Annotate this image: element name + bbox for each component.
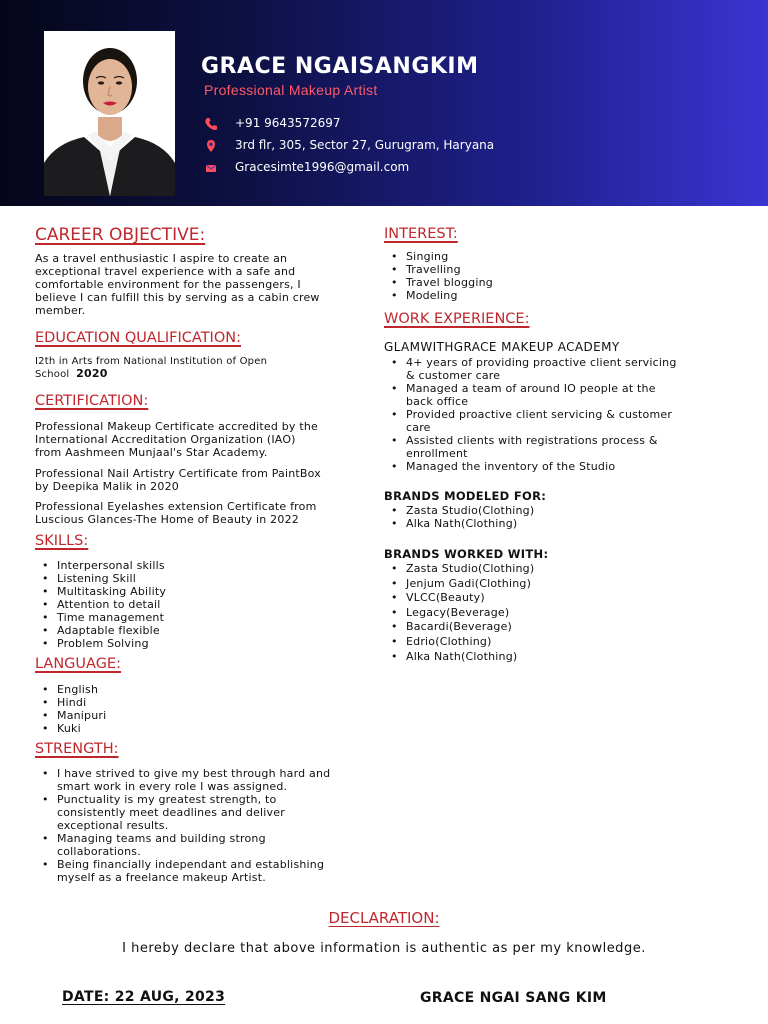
work-line: • Assisted clients with registrations process & [406,434,658,447]
list-item: • Bacardi(Beverage) [384,620,534,635]
location-pin-icon [204,138,218,152]
education-text [35,356,267,381]
objective-line: member. [35,304,86,317]
skills-list [35,559,166,650]
list-item [35,832,330,858]
work-experience-section [384,311,529,327]
list-item: • English [35,683,106,696]
objective-line: As a travel enthusiastic I aspire to create an [35,252,288,265]
list-item: • Kuki [35,722,106,735]
list-item [384,382,677,408]
career-objective-title: CAREER OBJECTIVE: [35,225,206,245]
list-item: • Hindi [35,696,106,709]
career-objective-section [35,225,205,245]
contact-phone [204,114,341,132]
certification-title: CERTIFICATION: [35,393,149,409]
strength-line: • Managing teams and building strong [57,832,266,845]
list-item: • Manipuri [35,709,106,722]
email-text[interactable]: Gracesimte1996@gmail.com [235,160,410,174]
strength-line: consistently meet deadlines and deliver [57,806,285,819]
list-item: • Modeling [384,289,493,302]
certification-line: Professional Makeup Certificate accredited by the [35,420,318,433]
interest-title: INTEREST: [384,226,458,242]
education-line: I2th in Arts from National Institution of Open [35,356,268,367]
list-item [35,858,330,884]
list-item: • Alka Nath(Clothing) [384,650,534,665]
work-line: • Provided proactive client servicing & customer [406,408,673,421]
certification-line: by Deepika Malik in 2020 [35,480,179,493]
list-item: • Jenjum Gadi(Clothing) [384,577,534,592]
certification-section [35,393,148,409]
work-line: care [406,421,431,434]
strength-line: • Being financially independant and establishing [57,858,325,871]
work-line: back office [406,395,469,408]
strength-line: • Punctuality is my greatest strength, to [57,793,277,806]
certification-line: from Aashmeen Munjaal's Star Academy. [35,446,268,459]
list-item: • Travelling [384,263,493,276]
brands-modeled-title: BRANDS MODELED FOR: [384,489,547,503]
strength-line: myself as a freelance makeup Artist. [57,871,266,884]
certification-item [35,467,321,493]
language-section [35,656,121,672]
profile-photo [44,31,175,196]
brands-worked-list [384,562,534,664]
certification-line: Professional Eyelashes extension Certificate from [35,500,317,513]
objective-line: exceptional travel experience with a safe and [35,265,296,278]
brands-worked-title: BRANDS WORKED WITH: [384,547,549,561]
list-item: • Interpersonal skills [35,559,166,572]
objective-line: comfortable environment for the passengers, I [35,278,301,291]
work-line: & customer care [406,369,501,382]
candidate-role: Professional Makeup Artist [204,82,378,98]
list-item: • Problem Solving [35,637,166,650]
work-list [384,356,677,473]
certification-line: Luscious Glances-The Home of Beauty in 2022 [35,513,299,526]
list-item [384,434,677,460]
language-title: LANGUAGE: [35,656,121,672]
list-item [384,460,677,473]
skills-section [35,533,88,549]
list-item: • Listening Skill [35,572,166,585]
list-item: • Time management [35,611,166,624]
language-list [35,683,106,735]
objective-line: believe I can fulfill this by serving as a cabin crew [35,291,320,304]
phone-text[interactable]: +91 9643572697 [235,116,341,130]
education-line: School [35,369,70,380]
signature-name: GRACE NGAI SANG KIM [420,990,607,1006]
declaration-section [0,908,768,927]
contact-address [204,136,494,154]
education-year: 2020 [76,367,108,380]
list-item [35,793,330,832]
contact-email [204,158,409,176]
strength-list [35,767,330,884]
interest-section [384,226,458,242]
strength-section [35,741,119,757]
certification-line: Professional Nail Artistry Certificate from PaintBox [35,467,321,480]
list-item: • Singing [384,250,493,263]
email-icon [204,160,218,174]
list-item [384,408,677,434]
candidate-name: GRACE NGAISANGKIM [201,54,479,79]
work-line: enrollment [406,447,468,460]
strength-line: exceptional results. [57,819,169,832]
work-line: • 4+ years of providing proactive client servicing [406,356,677,369]
career-objective-text [35,252,320,317]
address-text: 3rd flr, 305, Sector 27, Gurugram, Haryana [235,138,495,152]
list-item: • Multitasking Ability [35,585,166,598]
list-item: • Alka Nath(Clothing) [384,517,534,530]
list-item: • Zasta Studio(Clothing) [384,504,534,517]
work-line: • Managed the inventory of the Studio [406,460,616,473]
list-item: • Travel blogging [384,276,493,289]
list-item [384,356,677,382]
certification-line: International Accreditation Organization (IAO) [35,433,296,446]
declaration-text: I hereby declare that above information is authentic as per my knowledge. [122,941,646,956]
certification-item [35,500,316,526]
list-item [35,767,330,793]
strength-line: smart work in every role I was assigned. [57,780,288,793]
company-name: GLAMWITHGRACE MAKEUP ACADEMY [384,340,620,354]
list-item: • Adaptable flexible [35,624,166,637]
work-experience-title: WORK EXPERIENCE: [384,311,530,327]
phone-icon [204,116,218,130]
strength-title: STRENGTH: [35,741,119,757]
list-item: • Attention to detail [35,598,166,611]
certification-item [35,420,318,459]
list-item: • Legacy(Beverage) [384,606,534,621]
list-item: • Zasta Studio(Clothing) [384,562,534,577]
education-section [35,330,241,346]
brands-modeled-list [384,504,534,530]
declaration-date: DATE: 22 AUG, 2023 [62,989,226,1005]
work-line: • Managed a team of around IO people at the [406,382,656,395]
list-item: • Edrio(Clothing) [384,635,534,650]
list-item: • VLCC(Beauty) [384,591,534,606]
declaration-title: DECLARATION: [328,909,440,927]
strength-line: collaborations. [57,845,141,858]
education-title: EDUCATION QUALIFICATION: [35,330,241,346]
interest-list [384,250,493,302]
skills-title: SKILLS: [35,533,89,549]
strength-line: • I have strived to give my best through hard and [57,767,331,780]
